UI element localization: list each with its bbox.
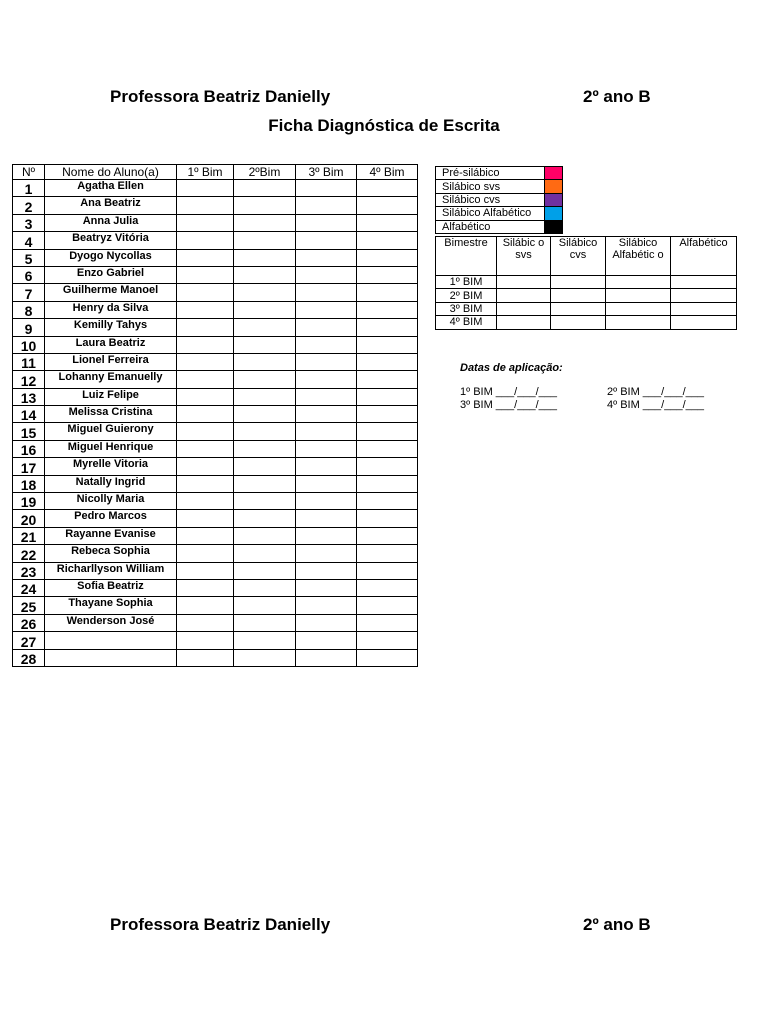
student-number: 10 (13, 336, 45, 353)
bim-3-cell[interactable] (296, 527, 357, 544)
bimestre-label: 3º BIM (436, 302, 497, 315)
students-table (12, 164, 418, 667)
bim-1-cell[interactable] (177, 475, 234, 492)
bim-4-cell[interactable] (357, 371, 418, 388)
bim-1-cell[interactable] (177, 232, 234, 249)
bim-1-cell[interactable] (177, 649, 234, 666)
bim-3-cell[interactable] (296, 475, 357, 492)
bim-4-cell[interactable] (357, 249, 418, 266)
student-name: Thayane Sophia (45, 597, 177, 614)
student-number: 18 (13, 475, 45, 492)
bim-2-cell[interactable] (234, 475, 296, 492)
student-name: Nicolly Maria (45, 493, 177, 510)
bim-2-cell[interactable] (234, 527, 296, 544)
bim-1-cell[interactable] (177, 388, 234, 405)
student-name: Miguel Guierony (45, 423, 177, 440)
bim-4-cell[interactable] (357, 336, 418, 353)
bim-1-cell[interactable] (177, 510, 234, 527)
student-number: 1 (13, 180, 45, 197)
bim-2-cell[interactable] (234, 319, 296, 336)
bimestre-cell[interactable] (551, 316, 606, 329)
bim-4-cell[interactable] (357, 232, 418, 249)
student-number: 20 (13, 510, 45, 527)
page-title: Ficha Diagnóstica de Escrita (268, 116, 500, 135)
table-row (13, 232, 418, 249)
table-row (13, 353, 418, 370)
bim-1-cell[interactable] (177, 336, 234, 353)
bim-3-cell[interactable] (296, 632, 357, 649)
footer-class-name: 2º ano B (583, 915, 651, 934)
bim-2-cell[interactable] (234, 249, 296, 266)
table-row (13, 301, 418, 318)
table-row (13, 614, 418, 631)
student-number: 26 (13, 614, 45, 631)
bim-3-cell[interactable] (296, 423, 357, 440)
bim-1-cell[interactable] (177, 493, 234, 510)
table-row (13, 597, 418, 614)
bim-3-cell[interactable] (296, 649, 357, 666)
bim-1-cell[interactable] (177, 545, 234, 562)
student-name: Ana Beatriz (45, 197, 177, 214)
student-name: Enzo Gabriel (45, 266, 177, 283)
bim-4-cell[interactable] (357, 510, 418, 527)
bim-2-cell[interactable] (234, 180, 296, 197)
bim-3-cell[interactable] (296, 266, 357, 283)
bimestre-label: 2º BIM (436, 289, 497, 302)
legend-row (436, 193, 563, 206)
bimestre-cell[interactable] (606, 289, 671, 302)
student-number: 13 (13, 388, 45, 405)
table-row (13, 510, 418, 527)
student-name: Laura Beatriz (45, 336, 177, 353)
bimestre-label: 1º BIM (436, 276, 497, 289)
bim-2-cell[interactable] (234, 353, 296, 370)
bim-2-cell[interactable] (234, 284, 296, 301)
bim-2-cell[interactable] (234, 458, 296, 475)
bim-4-cell[interactable] (357, 597, 418, 614)
header-bim-1: 1º Bim (177, 165, 234, 180)
bim-3-cell[interactable] (296, 319, 357, 336)
table-row (13, 180, 418, 197)
bim-4-cell[interactable] (357, 197, 418, 214)
table-row (13, 562, 418, 579)
bimestre-row (436, 316, 737, 329)
date-bim-2: 2º BIM ___/___/___ (607, 386, 704, 398)
student-number: 25 (13, 597, 45, 614)
bim-4-cell[interactable] (357, 388, 418, 405)
legend-label: Pré-silábico (436, 167, 545, 180)
legend-row (436, 220, 563, 233)
legend-color-swatch (545, 207, 563, 220)
table-row (13, 406, 418, 423)
bim-3-cell[interactable] (296, 197, 357, 214)
bim-2-cell[interactable] (234, 632, 296, 649)
bim-1-cell[interactable] (177, 197, 234, 214)
student-name: Luiz Felipe (45, 388, 177, 405)
bim-2-cell[interactable] (234, 579, 296, 596)
bim-3-cell[interactable] (296, 545, 357, 562)
bim-2-cell[interactable] (234, 336, 296, 353)
table-header-row (13, 165, 418, 180)
bimestre-cell[interactable] (551, 276, 606, 289)
bimestre-cell[interactable] (671, 316, 737, 329)
bim-4-cell[interactable] (357, 440, 418, 457)
legend-label: Silábico cvs (436, 193, 545, 206)
bim-2-cell[interactable] (234, 562, 296, 579)
student-number: 8 (13, 301, 45, 318)
bimestre-header: Silábico cvs (551, 237, 606, 276)
legend-color-swatch (545, 180, 563, 193)
bim-1-cell[interactable] (177, 562, 234, 579)
bim-4-cell[interactable] (357, 632, 418, 649)
table-row (13, 371, 418, 388)
student-number: 15 (13, 423, 45, 440)
table-row (13, 527, 418, 544)
bim-1-cell[interactable] (177, 614, 234, 631)
legend-color-swatch (545, 167, 563, 180)
bim-4-cell[interactable] (357, 180, 418, 197)
student-name: Guilherme Manoel (45, 284, 177, 301)
bimestre-cell[interactable] (497, 276, 551, 289)
bim-3-cell[interactable] (296, 579, 357, 596)
student-number: 23 (13, 562, 45, 579)
bim-3-cell[interactable] (296, 214, 357, 231)
student-number: 19 (13, 493, 45, 510)
student-number: 4 (13, 232, 45, 249)
bim-1-cell[interactable] (177, 458, 234, 475)
student-name (45, 632, 177, 649)
bimestre-row (436, 276, 737, 289)
student-number: 21 (13, 527, 45, 544)
bimestre-header: Silábico Alfabétic o (606, 237, 671, 276)
bimestre-cell[interactable] (497, 289, 551, 302)
bim-4-cell[interactable] (357, 545, 418, 562)
bim-2-cell[interactable] (234, 197, 296, 214)
bimestre-cell[interactable] (551, 289, 606, 302)
bim-3-cell[interactable] (296, 440, 357, 457)
bim-1-cell[interactable] (177, 371, 234, 388)
date-bim-4: 4º BIM ___/___/___ (607, 399, 704, 411)
bim-3-cell[interactable] (296, 614, 357, 631)
bim-3-cell[interactable] (296, 180, 357, 197)
bim-4-cell[interactable] (357, 458, 418, 475)
bim-1-cell[interactable] (177, 319, 234, 336)
bim-4-cell[interactable] (357, 614, 418, 631)
dates-title: Datas de aplicação: (460, 362, 563, 374)
student-number: 11 (13, 353, 45, 370)
student-name: Melissa Cristina (45, 406, 177, 423)
bim-3-cell[interactable] (296, 249, 357, 266)
table-row (13, 440, 418, 457)
legend-row (436, 207, 563, 220)
student-name: Dyogo Nycollas (45, 249, 177, 266)
student-number: 14 (13, 406, 45, 423)
header-bim-2: 2ºBim (234, 165, 296, 180)
student-name: Pedro Marcos (45, 510, 177, 527)
bim-1-cell[interactable] (177, 301, 234, 318)
bim-2-cell[interactable] (234, 232, 296, 249)
date-bim-3: 3º BIM ___/___/___ (460, 399, 557, 411)
student-number: 5 (13, 249, 45, 266)
bim-4-cell[interactable] (357, 562, 418, 579)
date-bim-1: 1º BIM ___/___/___ (460, 386, 557, 398)
student-number: 12 (13, 371, 45, 388)
table-row (13, 545, 418, 562)
student-number: 28 (13, 649, 45, 666)
bim-2-cell[interactable] (234, 597, 296, 614)
bim-1-cell[interactable] (177, 597, 234, 614)
legend-color-swatch (545, 220, 563, 233)
bim-4-cell[interactable] (357, 527, 418, 544)
student-number: 27 (13, 632, 45, 649)
student-number: 22 (13, 545, 45, 562)
student-number: 2 (13, 197, 45, 214)
bim-3-cell[interactable] (296, 353, 357, 370)
bim-2-cell[interactable] (234, 214, 296, 231)
bim-2-cell[interactable] (234, 423, 296, 440)
teacher-name: Professora Beatriz Danielly (110, 87, 331, 106)
bim-2-cell[interactable] (234, 493, 296, 510)
table-row (13, 423, 418, 440)
bim-2-cell[interactable] (234, 406, 296, 423)
bimestre-row (436, 302, 737, 315)
bim-1-cell[interactable] (177, 632, 234, 649)
table-row (13, 632, 418, 649)
bimestre-header-row (436, 237, 737, 276)
bim-4-cell[interactable] (357, 579, 418, 596)
student-name: Sofia Beatriz (45, 579, 177, 596)
bim-2-cell[interactable] (234, 649, 296, 666)
bim-1-cell[interactable] (177, 406, 234, 423)
bimestre-cell[interactable] (606, 316, 671, 329)
student-name: Miguel Henrique (45, 440, 177, 457)
table-row (13, 249, 418, 266)
bim-2-cell[interactable] (234, 266, 296, 283)
bimestre-cell[interactable] (671, 302, 737, 315)
bimestre-cell[interactable] (551, 302, 606, 315)
student-number: 17 (13, 458, 45, 475)
student-name: Natally Ingrid (45, 475, 177, 492)
student-number: 9 (13, 319, 45, 336)
header-student-name: Nome do Aluno(a) (45, 165, 177, 180)
bim-3-cell[interactable] (296, 406, 357, 423)
bimestre-header: Alfabético (671, 237, 737, 276)
bim-4-cell[interactable] (357, 475, 418, 492)
bimestre-row (436, 289, 737, 302)
bim-3-cell[interactable] (296, 284, 357, 301)
student-name: Lohanny Emanuelly (45, 371, 177, 388)
bimestre-label: 4º BIM (436, 316, 497, 329)
bim-4-cell[interactable] (357, 319, 418, 336)
bim-4-cell[interactable] (357, 406, 418, 423)
student-name: Rebeca Sophia (45, 545, 177, 562)
bim-2-cell[interactable] (234, 614, 296, 631)
bim-4-cell[interactable] (357, 301, 418, 318)
table-row (13, 336, 418, 353)
table-row (13, 475, 418, 492)
student-name (45, 649, 177, 666)
bim-1-cell[interactable] (177, 423, 234, 440)
table-row (13, 214, 418, 231)
student-number: 7 (13, 284, 45, 301)
bim-3-cell[interactable] (296, 232, 357, 249)
legend-table (435, 166, 563, 234)
bimestre-cell[interactable] (606, 276, 671, 289)
bimestre-header: Bimestre (436, 237, 497, 276)
bimestre-table (435, 236, 737, 330)
class-name: 2º ano B (583, 87, 651, 106)
table-row (13, 266, 418, 283)
legend-color-swatch (545, 193, 563, 206)
bim-1-cell[interactable] (177, 266, 234, 283)
header-bim-3: 3º Bim (296, 165, 357, 180)
footer-teacher-name: Professora Beatriz Danielly (110, 915, 331, 934)
table-row (13, 319, 418, 336)
bim-2-cell[interactable] (234, 440, 296, 457)
bim-1-cell[interactable] (177, 284, 234, 301)
bim-3-cell[interactable] (296, 510, 357, 527)
legend-row (436, 167, 563, 180)
bim-2-cell[interactable] (234, 388, 296, 405)
table-row (13, 493, 418, 510)
student-name: Myrelle Vitoria (45, 458, 177, 475)
student-name: Wenderson José (45, 614, 177, 631)
bim-3-cell[interactable] (296, 493, 357, 510)
student-name: Anna Julia (45, 214, 177, 231)
student-number: 16 (13, 440, 45, 457)
bimestre-cell[interactable] (497, 316, 551, 329)
bim-1-cell[interactable] (177, 440, 234, 457)
bim-4-cell[interactable] (357, 284, 418, 301)
bim-3-cell[interactable] (296, 597, 357, 614)
student-number: 3 (13, 214, 45, 231)
header-bim-4: 4º Bim (357, 165, 418, 180)
bim-3-cell[interactable] (296, 336, 357, 353)
bim-4-cell[interactable] (357, 266, 418, 283)
header-number: Nº (13, 165, 45, 180)
bim-2-cell[interactable] (234, 545, 296, 562)
bim-3-cell[interactable] (296, 458, 357, 475)
bim-1-cell[interactable] (177, 180, 234, 197)
legend-label: Silábico svs (436, 180, 545, 193)
legend-label: Alfabético (436, 220, 545, 233)
student-name: Lionel Ferreira (45, 353, 177, 370)
bim-4-cell[interactable] (357, 423, 418, 440)
bimestre-header: Silábic o svs (497, 237, 551, 276)
bim-3-cell[interactable] (296, 371, 357, 388)
bim-2-cell[interactable] (234, 510, 296, 527)
bimestre-cell[interactable] (497, 302, 551, 315)
bim-4-cell[interactable] (357, 493, 418, 510)
bim-1-cell[interactable] (177, 214, 234, 231)
bim-4-cell[interactable] (357, 353, 418, 370)
bim-2-cell[interactable] (234, 301, 296, 318)
bimestre-cell[interactable] (671, 289, 737, 302)
bim-3-cell[interactable] (296, 562, 357, 579)
bimestre-cell[interactable] (671, 276, 737, 289)
table-row (13, 388, 418, 405)
student-name: Kemilly Tahys (45, 319, 177, 336)
table-row (13, 649, 418, 666)
bim-3-cell[interactable] (296, 301, 357, 318)
bim-1-cell[interactable] (177, 527, 234, 544)
student-name: Beatryz Vitória (45, 232, 177, 249)
bim-1-cell[interactable] (177, 249, 234, 266)
legend-label: Silábico Alfabético (436, 207, 545, 220)
table-row (13, 197, 418, 214)
student-number: 6 (13, 266, 45, 283)
bim-4-cell[interactable] (357, 214, 418, 231)
bim-1-cell[interactable] (177, 579, 234, 596)
bim-2-cell[interactable] (234, 371, 296, 388)
student-number: 24 (13, 579, 45, 596)
bimestre-cell[interactable] (606, 302, 671, 315)
student-name: Rayanne Evanise (45, 527, 177, 544)
table-row (13, 579, 418, 596)
bim-4-cell[interactable] (357, 649, 418, 666)
student-name: Henry da Silva (45, 301, 177, 318)
student-name: Richarllyson William (45, 562, 177, 579)
bim-1-cell[interactable] (177, 353, 234, 370)
student-name: Agatha Ellen (45, 180, 177, 197)
table-row (13, 284, 418, 301)
legend-row (436, 180, 563, 193)
table-row (13, 458, 418, 475)
bim-3-cell[interactable] (296, 388, 357, 405)
